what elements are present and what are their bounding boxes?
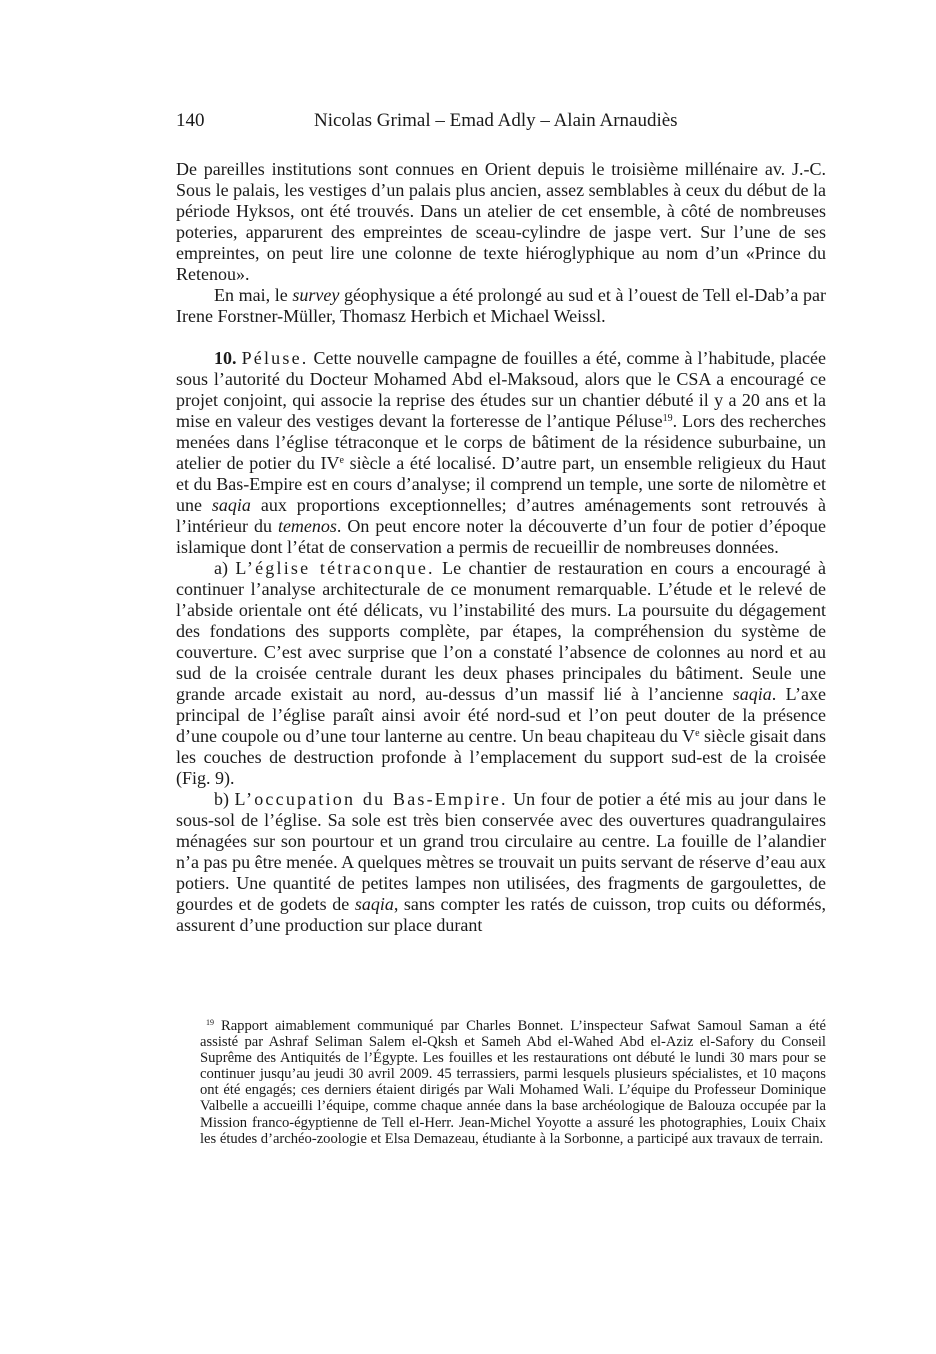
page-header <box>176 108 826 134</box>
text-run: , sans compter les ratés de cuisson, trop cuits ou déformés, assurent d’une production sur place durant <box>176 894 826 935</box>
text-run: Cette nouvelle campagne de fouilles a été, comme à l’habitude, placée sous l’autorité du Docteur Mohamed Abd el-Maksoud, alors que le CSA a encouragé ce projet conjoint, qui associe la reprise des études sur un chantier débuté il y a 20 ans et la mise en valeur des vestiges devant la forteresse de l’antique Péluse <box>176 348 827 431</box>
italic-term: saqia <box>354 894 394 914</box>
superscript: e <box>695 728 700 739</box>
subsection-label: b) <box>214 789 235 809</box>
section-10 <box>176 348 826 558</box>
footnote <box>200 1018 826 1147</box>
text-run: siècle a été localisé. D’autre part, un ensemble religieux du Haut et du Bas-Empire est en cours d’analyse; il comprend un temple, une sorte de nilomètre et une <box>176 453 826 515</box>
italic-term: saqia <box>732 684 772 704</box>
footnote-ref: 19 <box>662 413 673 424</box>
body-text <box>176 159 826 936</box>
subsection-title: L’occupation du Bas-Empire. <box>234 789 508 809</box>
subsection-title: L’église tétraconque. <box>235 558 435 578</box>
text-run: Le chantier de restauration en cours a encouragé à continuer l’analyse architecturale de ce monument remarquable. L’étude et le relevé de l’abside orientale ont été délicats, vu l’instabilité des murs. La poursuite du dégagement des fondations des supports complète, par étapes, la compréhension du système de couverture. C’est avec surprise que l’on a constaté l’absence de colonnes au nord et au sud de la croisée centrale durant les deux phases principales du bâtiment. Seule une grande arcade existait au nord, au-dessus d’un massif lié à l’ancienne <box>176 558 826 704</box>
page-number: 140 <box>176 110 205 131</box>
footnote-marker: 19 <box>206 1018 214 1027</box>
section-number: 10. <box>214 348 237 368</box>
paragraph-1 <box>176 159 826 285</box>
footnote-19 <box>200 1018 826 1147</box>
text-run: . L’axe principal de l’église paraît ainsi avoir été nord-sud et l’on peut douter de la présence d’une coupole ou d’une tour lanterne au centre. Un beau chapiteau du V <box>176 684 826 746</box>
text-run: . On peut encore noter la découverte d’un four de potier d’époque islamique dont l’état de conservation a permis de recueillir de nombreuses données. <box>176 516 827 557</box>
superscript: e <box>339 455 344 466</box>
subsection-label: a) <box>214 558 236 578</box>
text-run: . Lors des recherches menées dans l’église tétraconque et le corps de bâtiment de la résidence suburbaine, un atelier de potier du IV <box>176 411 826 473</box>
paragraph-2 <box>176 285 826 327</box>
subsection-b <box>176 789 826 936</box>
text-run: aux proportions exceptionnelles; d’autres aménagements sont retrouvés à l’intérieur du <box>176 495 826 536</box>
italic-term: temenos <box>277 516 337 536</box>
paragraph-1-text: De pareilles institutions sont connues en Orient depuis le troisième millénaire av. J.-C. Sous le palais, les vestiges d’un palais plus ancien, assez semblables à ceux du début de la période Hyksos, ont été trouvés. Dans un atelier de cet ensemble, à côté de nombreuses poteries, apparurent des empreintes de sceau-cylindre de jaspe vert. Sur l’une de ses empreintes, on peut lire une colonne de texte hiéroglyphique au nom d’un «Prince du Retenou». <box>176 159 826 284</box>
text-run: En mai, le <box>214 285 293 305</box>
text-run: géophysique a été prolongé au sud et à l’ouest de Tell el-Dab’a par Irene Forstner-Müller, Thomasz Herbich et Michael Weissl. <box>176 285 827 326</box>
text-run: Un four de potier a été mis au jour dans le sous-sol de l’église. Sa sole est très bien conservée avec des ouvertures quadrangulaires ménagées sur son pourtour et un grand trou circulaire au centre. La fouille de l’alandier n’a pas pu être menée. A quelques mètres se trouvait un puits servant de réserve d’eau aux potiers. Une quantité de petites lampes non utilisées, des fragments de gargoulettes, de gourdes et de godets de <box>176 789 827 914</box>
subsection-a <box>176 558 826 789</box>
italic-term: survey <box>292 285 340 305</box>
text-run: siècle gisait dans les couches de destruction profonde à l’emplacement du support sud-est de la croisée (Fig. 9). <box>176 726 827 788</box>
running-head: Nicolas Grimal – Emad Adly – Alain Arnaudiès <box>314 110 678 131</box>
section-title: Péluse. <box>241 348 309 368</box>
italic-term: saqia <box>211 495 251 515</box>
footnote-text: Rapport aimablement communiqué par Charles Bonnet. L’inspecteur Safwat Samoul Saman a été assisté par Ashraf Seliman Salem el-Qksh et Sameh Abd el-Wahed Abd el-Aziz el-Safory du Conseil Suprême des Antiquités de l’Égypte. Les fouilles et les restaurations ont débuté le lundi 30 mars pour se continuer jusqu’au jeudi 30 avril 2009. 45 terrassiers, parmi lesquels plusieurs spécialistes, et 10 maçons ont été engagés; ces derniers étaient dirigés par Wali Mohamed Wali. L’équipe du Professeur Dominique Valbelle a accueilli l’équipe, comme chaque année dans la base archéologique de Balouza occupée par la Mission franco-égyptienne de Tell el-Herr. Jean-Michel Yoyotte a assuré les photographies, Louix Chaix les études d’archéo-zoologie et Elsa Demazeau, étudiante à la Sorbonne, a participé aux travaux de terrain. <box>200 1018 826 1147</box>
